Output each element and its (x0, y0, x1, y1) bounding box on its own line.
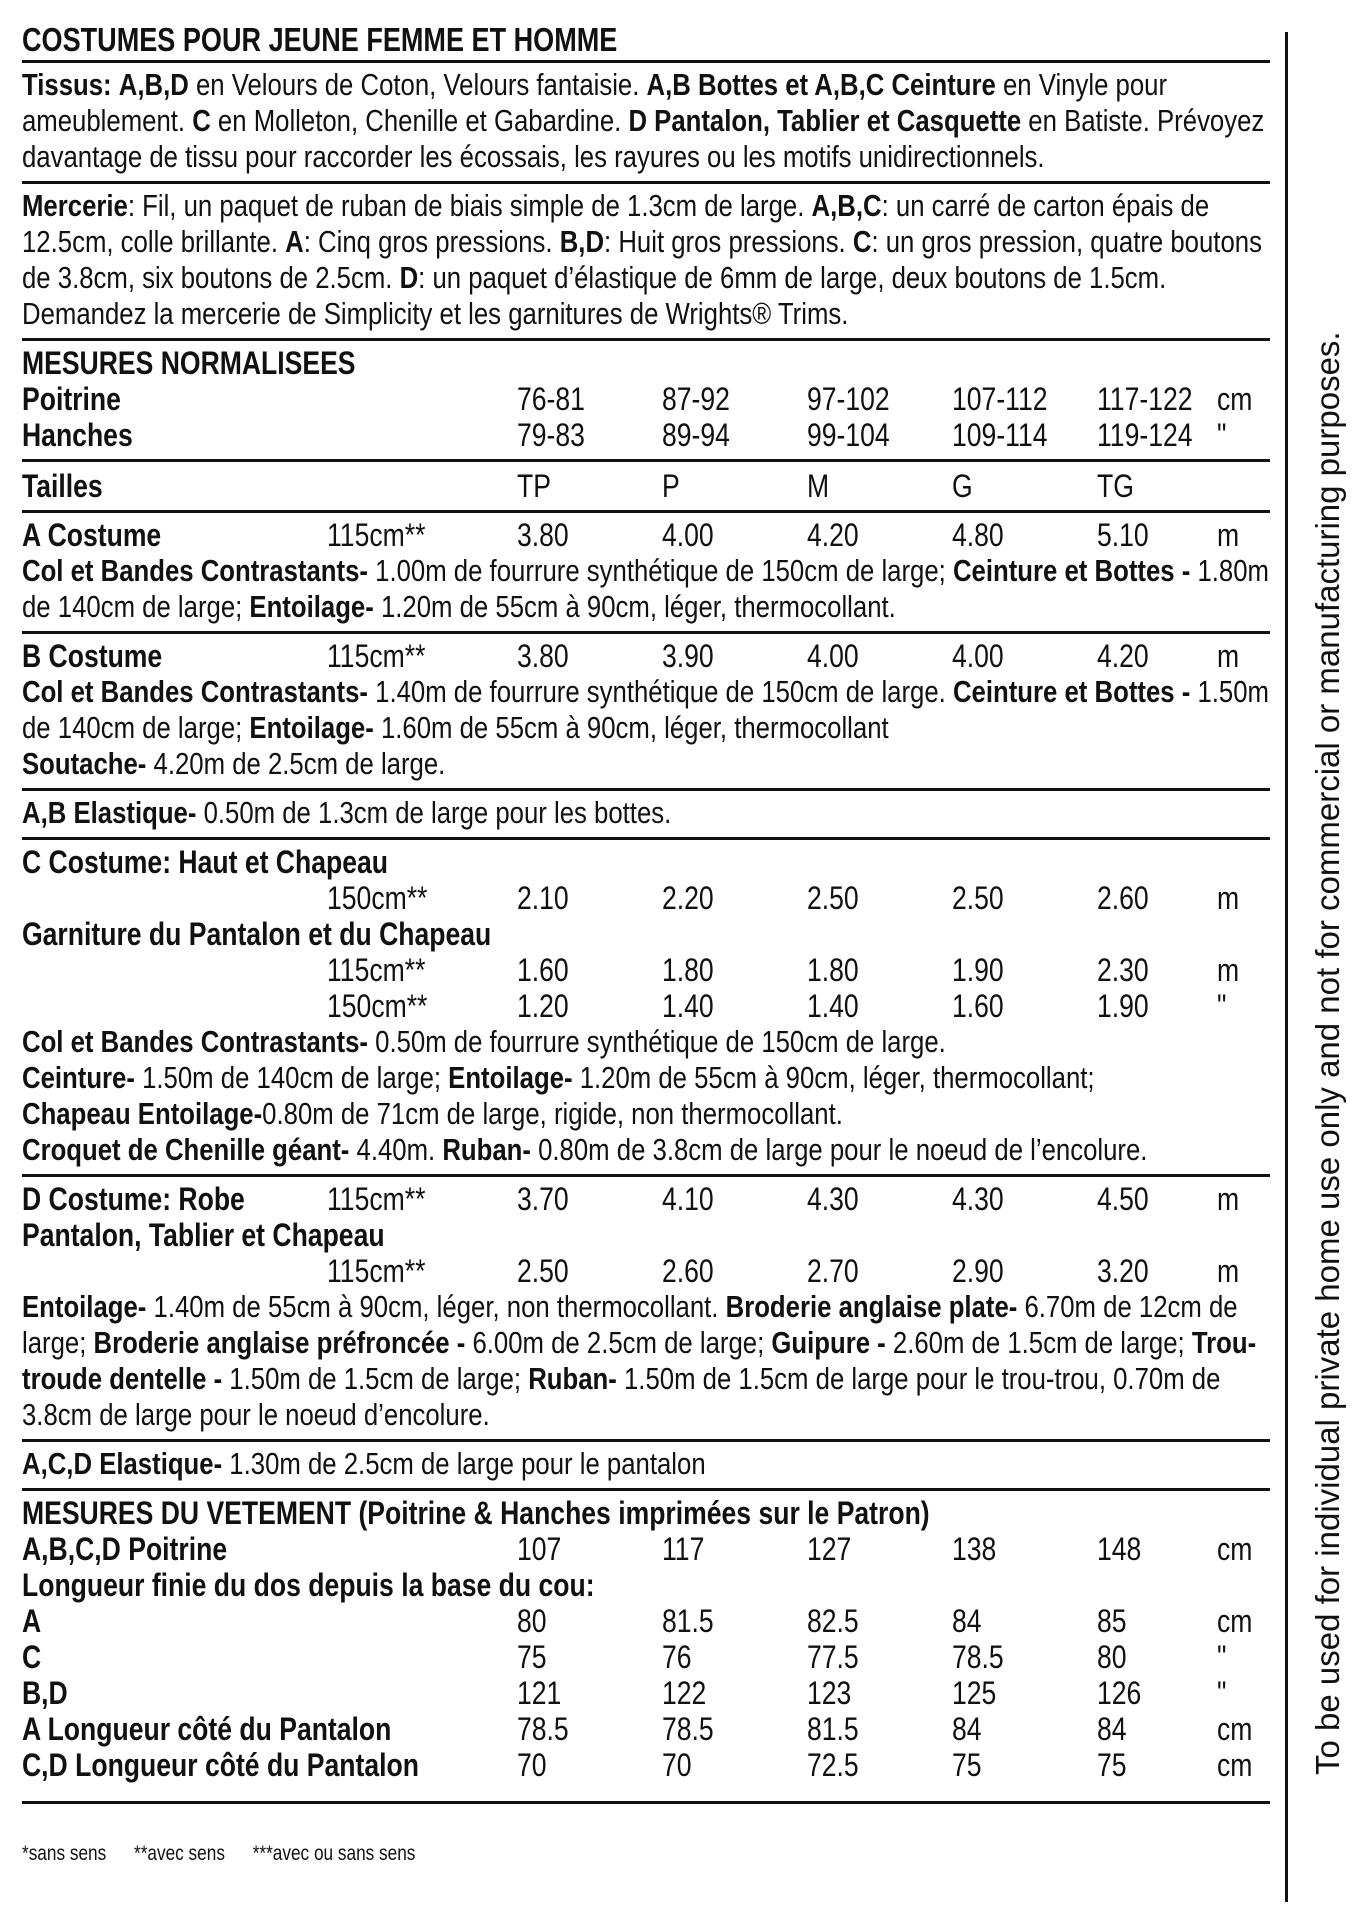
costume-a-section: A Costume 115cm** 3.80 4.00 4.20 4.80 5.10 m Col et Bandes Contrastants- 1.00m de fourrure synthétique de 150cm de large; Ceinture et Bottes - 1.80m de 140cm de large; Entoilage- 1.20m de 55cm à 90cm, léger, thermocollant. (22, 517, 1269, 624)
side-rule (1285, 32, 1288, 1902)
costume-a-row: A Costume 115cm** 3.80 4.00 4.20 4.80 5.10 m (22, 517, 1240, 553)
vetement-poitrine-row: A,B,C,D Poitrine 107 117 127 138 148 cm (22, 1531, 1253, 1567)
tissus-label: Tissus: (22, 67, 112, 102)
costume-d-row: D Costume: Robe 115cm** 3.70 4.10 4.30 4.30 4.50 m (22, 1181, 1240, 1217)
longueur-a-row: A 80 81.5 82.5 84 85 cm (22, 1603, 1253, 1639)
costume-d-section: D Costume: Robe 115cm** 3.70 4.10 4.30 4.30 4.50 m Pantalon, Tablier et Chapeau 115cm** 2.50 2.60 2.70 2.90 3.20 m Entoilage- 1.40m de 55cm à 90cm, léger, non thermocollant. Broderie anglaise plate- 6.70m de 12cm de large; Broderie anglaise préfroncée - 6.00m de 2.5cm de large; Guipure - 2.60m de 1.5cm de large; Trou-troude dentelle - 1.50m de 1.5cm de large; Ruban- 1.50m de 1.5cm de large pour le trou-trou, 0.70m de 3.8cm de large pour le noeud d’encolure. (22, 1177, 1270, 1439)
vetement-section: MESURES DU VETEMENT (Poitrine & Hanches imprimées sur le Patron) A,B,C,D Poitrine 107 117 127 138 148 cm Longueur finie du dos depuis la base du cou: A 80 81.5 82.5 84 85 cm C 75 76 77.5 78.5 80 " B,D 121 122 123 125 126 " A Longueur côté du Pantalon 78.5 78.5 81.5 84 84 cm C,D Longueur côté du Pantalon 70 70 72.5 75 75 cm (22, 1491, 1270, 1789)
tailles-row: Tailles TP P M G TG (22, 468, 1134, 504)
garniture-row-115: 115cm** 1.60 1.80 1.80 1.90 2.30 m (327, 952, 1240, 988)
tailles-section (22, 462, 1270, 510)
footnote: *sans sens (22, 1842, 107, 1865)
usage-note: To be used for individual private home use only and not for commercial or manufacturing purposes. (1309, 331, 1346, 1775)
section-heading: MESURES NORMALISEES (22, 345, 356, 381)
pantalon-cd-row: C,D Longueur côté du Pantalon 70 70 72.5 75 75 cm (22, 1747, 1253, 1783)
costume-b-section: B Costume 115cm** 3.80 3.90 4.00 4.00 4.20 m Col et Bandes Contrastants- 1.40m de fourrure synthétique de 150cm de large. Ceinture et Bottes - 1.50m de 140cm de large; Entoilage- 1.60m de 55cm à 90cm, léger, thermocollant Soutache- 4.20m de 2.5cm de large. (22, 638, 1269, 781)
mercerie-label: Mercerie (22, 188, 128, 223)
costume-c-section: C Costume: Haut et Chapeau 150cm** 2.10 2.20 2.50 2.50 2.60 m Garniture du Pantalon et du Chapeau 115cm** 1.60 1.80 1.80 1.90 2.30 m 150cm** 1.20 1.40 1.40 1.60 1.90 " Col et Bandes Contrastants- 0.50m de fourrure synthétique de 150cm de large. Ceinture- 1.50m de 140cm de large; Entoilage- 1.20m de 55cm à 90cm, léger, thermocollant; Chapeau Entoilage-0.80m de 71cm de large, rigide, non thermocollant. Croquet de Chenille géant- 4.40m. Ruban- 0.80m de 3.8cm de large pour le noeud de l’encolure. (22, 840, 1270, 1174)
acd-elastique-section: A,C,D Elastique- 1.30m de 2.5cm de large pour le pantalon (22, 1446, 706, 1481)
footnotes (22, 1842, 438, 1866)
longueur-c-row: C 75 76 77.5 78.5 80 " (22, 1639, 1227, 1675)
footnote: **avec sens (133, 1842, 225, 1865)
pantalon-row: 115cm** 2.50 2.60 2.70 2.90 3.20 m (327, 1253, 1240, 1289)
divider (22, 1801, 1270, 1804)
longueur-bd-row: B,D 121 122 123 125 126 " (22, 1675, 1227, 1711)
poitrine-row: Poitrine 76-81 87-92 97-102 107-112 117-122 cm (22, 381, 1253, 417)
footnote: ***avec ou sans sens (252, 1842, 416, 1865)
pantalon-a-row: A Longueur côté du Pantalon 78.5 78.5 81.5 84 84 cm (22, 1711, 1253, 1747)
page-title: COSTUMES POUR JEUNE FEMME ET HOMME (22, 21, 618, 58)
ab-elastique-section: A,B Elastique- 0.50m de 1.3cm de large pour les bottes. (22, 795, 672, 830)
sheet (22, 20, 1270, 1804)
tissus-section: Tissus: A,B,D en Velours de Coton, Velours fantaisie. A,B Bottes et A,B,C Ceinture en Vinyle pour ameublement. C en Molleton, Chenille et Gabardine. D Pantalon, Tablier et Casquette en Batiste. Prévoyez davantage de tissu pour raccorder les écossais, les rayures ou les motifs unidirectionnels. (22, 67, 1265, 174)
costume-c-row: 150cm** 2.10 2.20 2.50 2.50 2.60 m (327, 880, 1240, 916)
hanches-row: Hanches 79-83 89-94 99-104 109-114 119-124 " (22, 417, 1227, 453)
garniture-row-150: 150cm** 1.20 1.40 1.40 1.60 1.90 " (327, 988, 1227, 1024)
costume-b-row: B Costume 115cm** 3.80 3.90 4.00 4.00 4.20 m (22, 638, 1240, 674)
mesures-section (22, 341, 1270, 459)
mercerie-section: Mercerie: Fil, un paquet de ruban de biais simple de 1.3cm de large. A,B,C: un carré de carton épais de 12.5cm, colle brillante. A: Cinq gros pressions. B,D: Huit gros pressions. C: un gros pression, quatre boutons de 3.8cm, six boutons de 2.5cm. D: un paquet d’élastique de 6mm de large, deux boutons de 1.5cm. Demandez la mercerie de Simplicity et les garnitures de Wrights® Trims. (22, 188, 1262, 331)
